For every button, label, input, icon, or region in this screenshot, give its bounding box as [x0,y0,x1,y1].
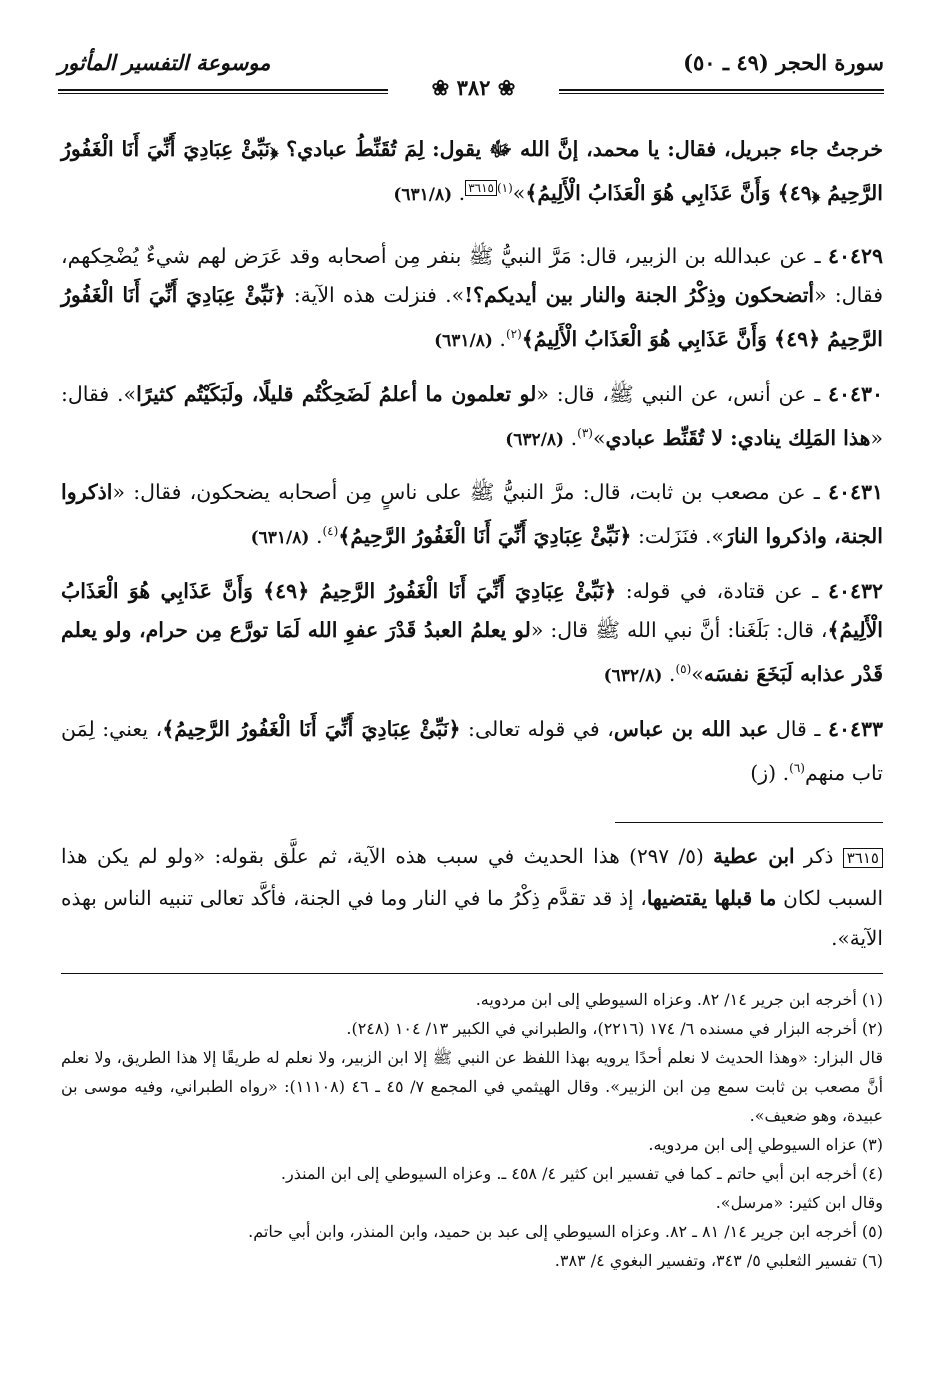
entry-paragraph [61,375,883,460]
cross-reference: (٦٣٢/٨) [505,429,565,450]
text-run: . [452,180,466,205]
emphasis-text: ابن عطية [713,844,795,868]
footnote-marker: (٤) [322,524,339,539]
text-run: . [309,524,323,549]
text-run: ذكر [794,844,843,868]
quran-verse: ﴿نَبِّئْ عِبَادِيَ أَنِّيَ أَنَا الْغَفُورُ الرَّحِيمُ ﴿٤٩﴾ وَأَنَّ عَذَابِي هُوَ الْعَذَابُ الْأَلِيمُ﴾ [61,282,883,351]
emphasis-text: ما قبلها يقتضيها [646,886,777,910]
entry-number: ٤٠٤٣٠ [827,381,884,406]
entry-number: ٤٠٤٣١ [827,480,883,505]
footnote-marker: (٦) [789,761,805,776]
surah-heading [683,50,884,75]
entry-paragraph [61,237,883,361]
footnote: (٤) أخرجه ابن أبي حاتم ـ كما في تفسير ابن كثير ٤/ ٤٥٨ ـ. وعزاه السيوطي إلى ابن المنذر. [280,1164,883,1183]
ornament-icon: ❀ [497,75,516,100]
main-text [61,130,883,807]
header-rule-right [559,89,884,91]
emphasis-text: لو تعلمون ما أعلمُ لَضَحِكْتُم قليلًا، ولَبَكَيْتُم كثيرًا [136,381,537,406]
footnotes [61,985,883,1275]
footnote-marker: (٣) [577,425,593,440]
text-run: ـ عن مصعب بن ثابت، قال: مرَّ النبيُّ ﷺ على ناسٍ مِن أصحابه يضحكون، فقال: « [112,480,828,505]
text-run: . [564,425,578,450]
text-run: . [662,662,676,687]
footnote-marker: (٥) [675,662,692,677]
text-run: ، إذ قد تقدَّم ذِكْرُ ما في النار وما في الجنة، فأكَّد تعالى تنبيه الناس بهذه الآية». [61,886,883,950]
surah-title: سورة الحجر [776,50,884,75]
footnote: (٦) تفسير الثعلبي ٥/ ٣٤٣، وتفسير البغوي ٤/ ٣٨٣. [554,1251,883,1270]
text-run: ـ عن أنس، عن النبي ﷺ، قال: « [536,381,828,406]
entry-paragraph [61,130,883,215]
entry-number: ٤٠٤٣٢ [827,579,883,604]
book-title: موسوعة التفسير المأثور [58,50,271,75]
footnote: (١) أخرجه ابن جرير ١٤/ ٨٢. وعزاه السيوطي إلى ابن مردويه. [475,990,883,1009]
text-run: ـ عن عبدالله بن الزبير، قال: مَرَّ النبيُّ ﷺ بنفر مِن أصحابه وقد عَرَض لهم شيءٌ يُضْحِكهم، فقال: « [61,243,883,307]
text-run: ، قال: بَلَغَنا: أنَّ نبي الله ﷺ قال: « [530,618,828,643]
text-run: ». فنَزَلت: [631,524,725,549]
cross-reference: (٦٣٢/٨) [603,666,663,687]
text-run: . (ز) [750,760,790,785]
entry-number: ٤٠٤٣٣ [827,717,883,742]
emphasis-text: لو يعلمُ العبدُ قَدْرَ عفوِ الله لَمَا تورَّع مِن حرام، ولو يعلم قَدْر عذابه لَبَخَعَ نفسَه [61,618,883,687]
emphasis-text: عبد الله بن عباس [613,717,769,742]
ornament-icon: ❀ [431,75,450,100]
footnote-marker: (٢) [505,326,522,341]
commentary-note [61,836,883,958]
page-number-block [388,75,559,100]
emphasis-text: هذا المَلِك ينادي: لا تُقَنِّط عبادي [605,425,871,450]
cross-reference: (٦٣١/٨) [393,184,453,205]
note-number-box: ٣٦١٥ [843,848,883,868]
footnote: (٢) أخرجه البزار في مسنده ٦/ ١٧٤ (٢٢١٦)، والطبراني في الكبير ١٣/ ١٠٤ (٢٤٨). [346,1019,883,1038]
text-run: ، يعني: لِمَن تاب منهم [61,717,883,785]
page-header [58,48,884,100]
footnote: (٣) عزاه السيوطي إلى ابن مردويه. [648,1135,883,1154]
emphasis-text: أتضحكون وذِكْرُ الجنة والنار بين أيديكم؟! [464,282,815,307]
entry-paragraph [61,473,883,558]
footnotes-separator [61,973,883,974]
text-run: » [691,662,704,687]
text-run: ، في قوله تعالى: [460,717,614,742]
emphasis-text: اذكروا الجنة، واذكروا النارَ [61,480,883,549]
commentary-separator [615,822,883,823]
quran-verse: ﴿نَبِّئْ عِبَادِيَ أَنِّيَ أَنَا الْغَفُورُ الرَّحِيمُ ﴿٤٩﴾ وَأَنَّ عَذَابِي هُوَ الْعَذَابُ الْأَلِيمُ﴾ [61,137,883,205]
quran-verse: ﴿نَبِّئْ عِبَادِيَ أَنِّيَ أَنَا الْغَفُورُ الرَّحِيمُ﴾ [338,524,632,549]
note-number-box: ٣٦١٥ [465,180,497,196]
cross-reference: (٦٣١/٨) [434,330,493,351]
entry-paragraph [61,710,883,793]
footnote: وقال ابن كثير: «مرسل». [715,1193,883,1212]
text-run: » [512,180,526,205]
footnote: قال البزار: «وهذا الحديث لا نعلم أحدًا يرويه بهذا اللفظ عن النبي ﷺ إلا ابن الزبير، ولا نعلم له طريقًا إلا هذا الطريق، ولا نعلم أنَّ مصعب بن ثابت سمع مِن ابن الزبير». وقال الهيثمي في المجمع ٧/ ٤٥ ـ ٤٦ (١١١٠٨): «رواه الطبراني، وفيه موسى بن عبيدة، وهو ضعيف». [61,1048,884,1125]
page-number: ٣٨٢ [456,75,491,100]
quran-verse: ﴿نَبِّئْ عِبَادِيَ أَنِّيَ أَنَا الْغَفُورُ الرَّحِيمُ﴾ [162,717,461,742]
text-run: . [492,326,506,351]
emphasis-text: خرجتُ جاء جبريل، فقال: يا محمد، إنَّ الله ﷻ يقول: لِمَ تُقَنِّطُ عبادي؟ [278,137,883,161]
verse-range: (٤٩ ـ ٥٠) [683,50,769,75]
text-run: » [592,425,606,450]
cross-reference: (٦٣١/٨) [250,528,310,549]
footnote: (٥) أخرجه ابن جرير ١٤/ ٨١ ـ ٨٢. وعزاه السيوطي إلى عبد بن حميد، وابن المنذر، وابن أبي حاتم. [248,1222,883,1241]
entry-paragraph [61,572,883,696]
text-run: ـ قال [768,717,828,742]
text-run: ـ عن قتادة، في قوله: [616,579,828,604]
entry-number: ٤٠٤٢٩ [827,243,883,268]
header-rule-left [58,89,388,91]
text-run: (٥/ ٢٩٧) هذا الحديث في سبب هذه الآية، ثم علَّق بقوله: «ولو لم يكن هذا السبب لكان [61,844,883,910]
footnote-marker: (١) [496,181,513,195]
text-run: ». فقال: « [61,381,883,450]
text-run: ». فنزلت هذه الآية: [285,282,465,307]
quran-verse: ﴿نَبِّئْ عِبَادِيَ أَنِّيَ أَنَا الْغَفُورُ الرَّحِيمُ ﴿٤٩﴾ وَأَنَّ عَذَابِي هُوَ الْعَذَابُ الْأَلِيمُ﴾ [61,579,884,643]
